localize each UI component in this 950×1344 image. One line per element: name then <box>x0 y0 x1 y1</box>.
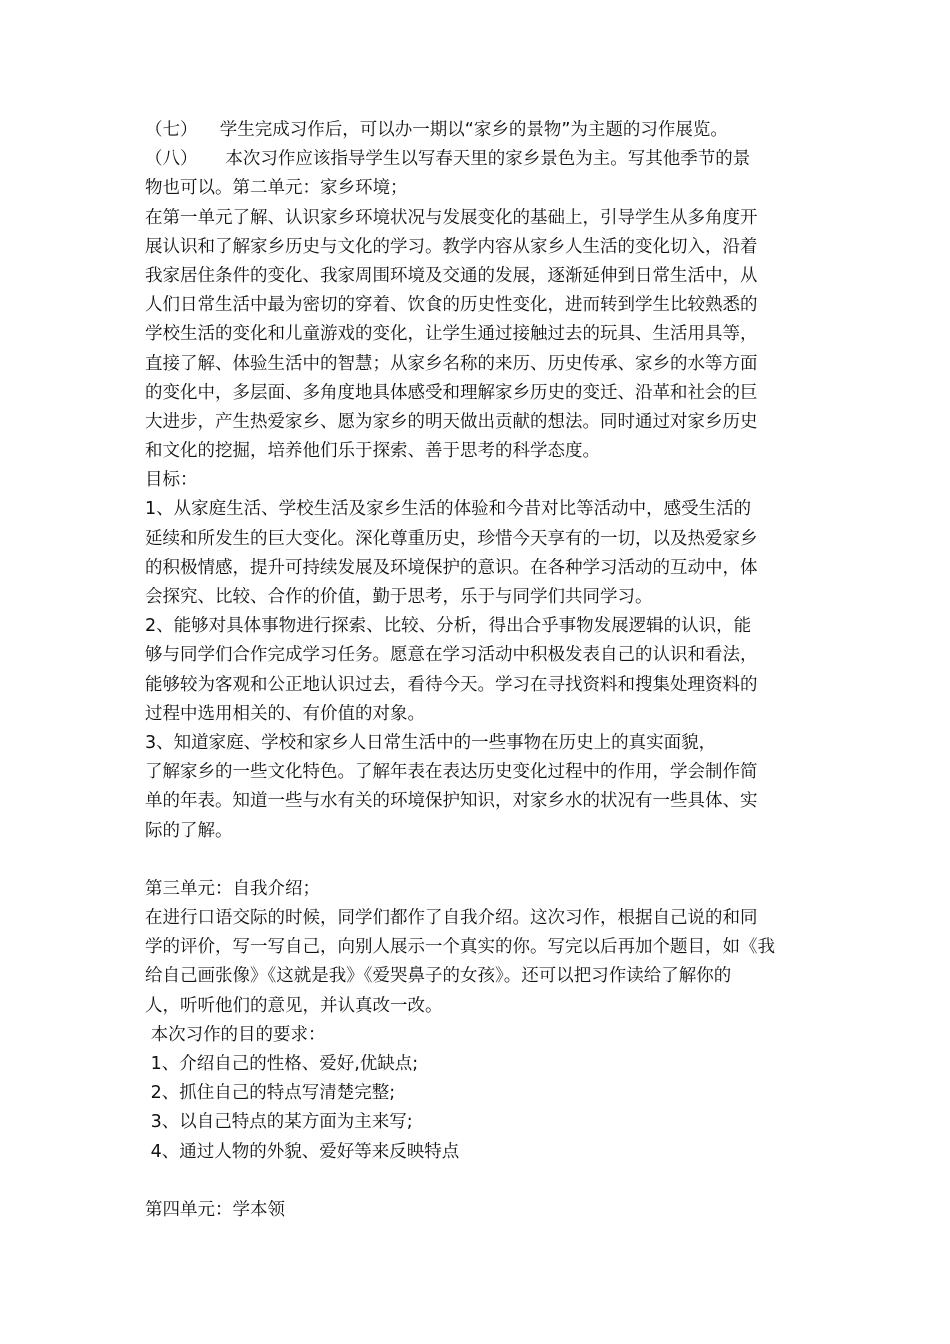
text-line: 大进步，产生热爱家乡、愿为家乡的明天做出贡献的想法。同时通过对家乡历史 <box>145 411 758 432</box>
list-item: 1、介绍自己的性格、爱好,优缺点; <box>145 1054 419 1074</box>
blank-line <box>145 846 810 875</box>
text-line: 了解家乡的一些文化特色。了解年表在表达历史变化过程中的作用，学会制作简 <box>145 762 758 783</box>
text-line: 过程中选用相关的、有价值的对象。 <box>145 703 425 724</box>
text-line: 本次习作的目的要求： <box>145 1024 326 1045</box>
section-heading: 第三单元：自我介绍； <box>145 878 320 899</box>
document-body <box>145 116 810 1225</box>
text-line: 我家居住条件的变化、我家周围环境及交通的发展，逐渐延伸到日常生活中，从 <box>145 265 758 286</box>
text-line: 物也可以。第二单元：家乡环境； <box>145 178 408 199</box>
text-line: 单的年表。知道一些与水有关的环境保护知识，对家乡水的状况有一些具体、实 <box>145 791 758 812</box>
text-line: 够与同学们合作完成学习任务。愿意在学习活动中积极发表自己的认识和看法， <box>145 645 758 666</box>
text-line: 2、能够对具体事物进行探索、比较、分析，得出合乎事物发展逻辑的认识，能 <box>145 616 752 637</box>
list-item: 4、通过人物的外貌、爱好等来反映特点 <box>145 1141 460 1162</box>
text-line: 给自己画张像》《这就是我》《爱哭鼻子的女孩》。还可以把习作读给了解你的 <box>145 966 732 987</box>
text-line: 展认识和了解家乡历史与文化的学习。教学内容从家乡人生活的变化切入，沿着 <box>145 236 758 257</box>
section-heading: 目标： <box>145 470 198 491</box>
text-line: 能够较为客观和公正地认识过去，看待今天。学习在寻找资料和搜集处理资料的 <box>145 674 758 695</box>
text-line: 的变化中，多层面、多角度地具体感受和理解家乡历史的变迁、沿革和社会的巨 <box>145 382 758 403</box>
list-item: 2、抓住自己的特点写清楚完整; <box>145 1083 396 1104</box>
text-line: 直接了解、体验生活中的智慧；从家乡名称的来历、历史传承、家乡的水等方面 <box>145 353 758 374</box>
text-line: （八） 本次习作应该指导学生以写春天里的家乡景色为主。写其他季节的景 <box>145 149 751 170</box>
text-line: 人，听听他们的意见，并认真改一改。 <box>145 995 443 1016</box>
text-line: 和文化的挖掘，培养他们乐于探索、善于思考的科学态度。 <box>145 441 600 462</box>
text-line: （七） 学生完成习作后，可以办一期以“家乡的景物”为主题的习作展览。 <box>145 120 728 140</box>
text-line: 在第一单元了解、认识家乡环境状况与发展变化的基础上，引导学生从多角度开 <box>145 207 758 228</box>
text-line: 延续和所发生的巨大变化。深化尊重历史，珍惜今天享有的一切，以及热爱家乡 <box>145 528 758 549</box>
text-line: 人们日常生活中最为密切的穿着、饮食的历史性变化，进而转到学生比较熟悉的 <box>145 295 758 316</box>
text-line: 学校生活的变化和儿童游戏的变化，让学生通过接触过去的玩具、生活用具等， <box>145 324 758 345</box>
text-line: 的积极情感，提升可持续发展及环境保护的意识。在各种学习活动的互动中，体 <box>145 557 758 578</box>
text-line: 会探究、比较、合作的价值，勤于思考，乐于与同学们共同学习。 <box>145 587 653 607</box>
text-line: 在进行口语交际的时候，同学们都作了自我介绍。这次习作，根据自己说的和同 <box>145 908 758 929</box>
text-line: 学的评价，写一写自己，向别人展示一个真实的你。写完以后再加个题目，如《我 <box>145 937 775 958</box>
list-item: 3、以自己特点的某方面为主来写; <box>145 1112 413 1133</box>
section-heading: 第四单元：学本领 <box>145 1199 285 1220</box>
text-line: 际的了解。 <box>145 820 233 841</box>
text-line: 1、从家庭生活、学校生活及家乡生活的体验和今昔对比等活动中，感受生活的 <box>145 499 752 520</box>
blank-line <box>145 1167 810 1196</box>
text-line: 3、知道家庭、学校和家乡人日常生活中的一些事物在历史上的真实面貌， <box>145 732 717 753</box>
